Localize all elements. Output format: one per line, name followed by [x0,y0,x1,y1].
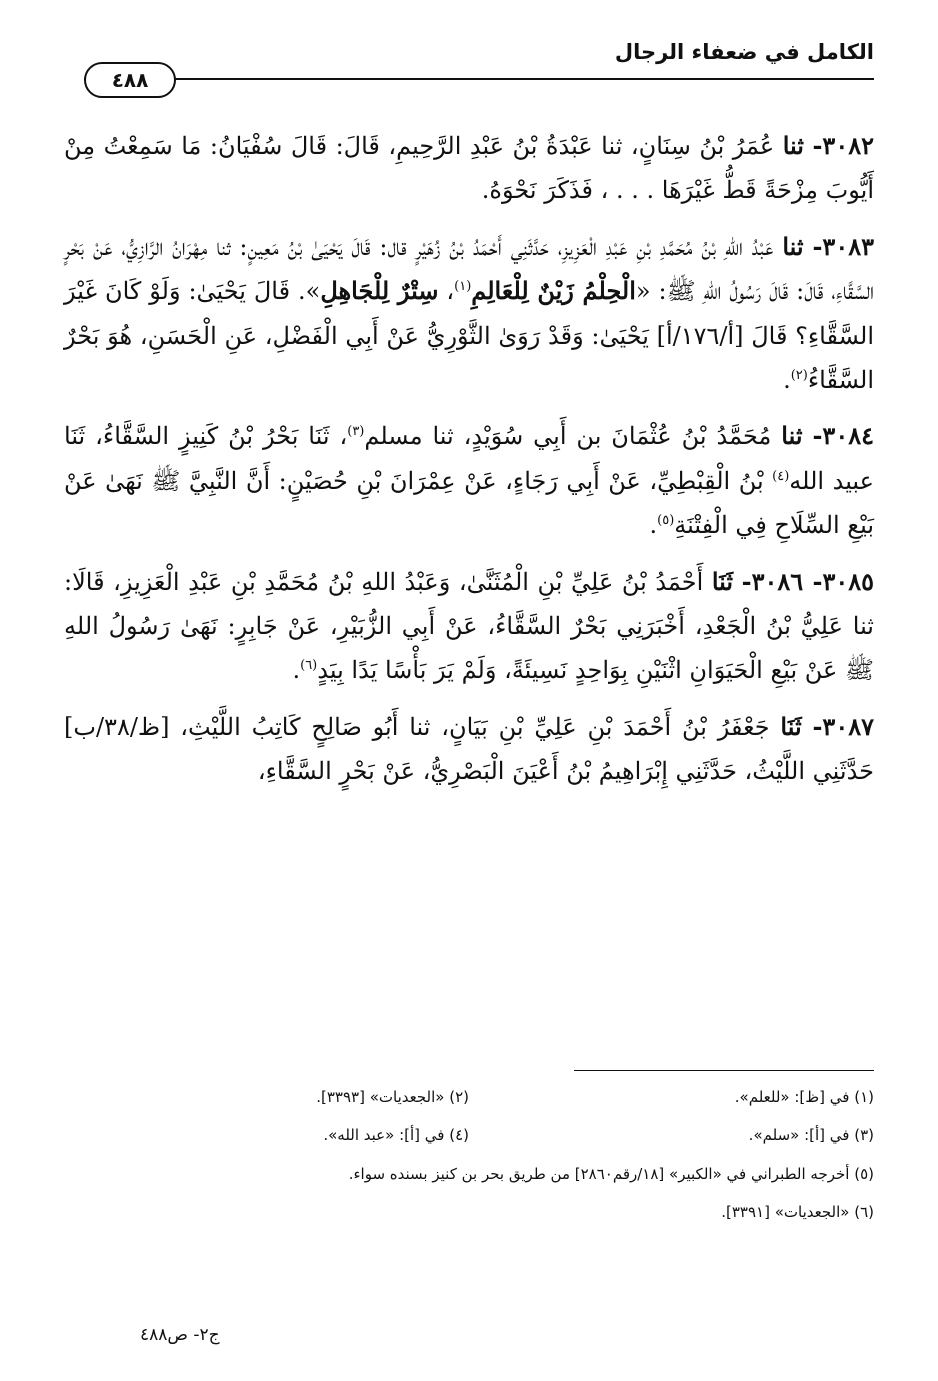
entry-number: ٣٠٨٥- ٣٠٨٦- [741,566,874,596]
entry-text: مُحَمَّدُ بْنُ عُثْمَانَ بن أَبِي سُوَيْدٍ، ثنا مسلم [364,422,772,451]
narration-word: ثَنَا [711,566,734,596]
footnote-3: (٣) في [أ]: «سلم». [748,1126,874,1145]
entry-number: ٣٠٨٣- [812,231,874,261]
entry-number: ٣٠٨٧- [812,711,874,741]
main-text [64,124,874,805]
footnotes [64,1078,874,1231]
footnote-ref[interactable]: (١) [454,279,472,295]
running-header [84,40,874,92]
entry-3083 [64,225,874,403]
footnote-6: (٦) «الجعديات» [٣٣٩١]. [721,1202,874,1221]
entry-text: عُمَرُ بْنُ سِنَانٍ، ثنا عَبْدَةُ بْنُ عَبْدِ الرَّحِيمِ، قَالَ: قَالَ سُفْيَانُ: مَا سَمِعْتُ مِنْ أَيُّوبَ مِزْحَةً قَطُّ غَيْرَهَا . . . ، فَذَكَرَ نَحْوَهُ. [64,132,874,205]
entry-text: عَبْدُ اللهِ بْنُ مُحَمَّدِ بْنِ عَبْدِ الْعَزِيزِ، حَدَّثَنِي أَحْمَدُ بْنُ زُهَيْرٍ قال: قَالَ يَحْيَىٰ بْنُ مَعِينٍ: ثنا مِهْرَانُ الرَّازِيُّ، عَنْ بَحْرٍ السَّقَّاءِ، قَالَ: قَالَ رَسُولُ اللهِ ﷺ: « [64,232,875,306]
footnote-ref[interactable]: (٥) [657,513,675,529]
entry-3082 [64,124,874,213]
footnote-5: (٥) أخرجه الطبراني في «الكبير» [١٨/رقم٢٨٦٠] من طريق بحر بن كنيز بسنده سواء. [348,1164,874,1183]
entry-text: . [783,365,791,394]
header-rule [84,78,874,80]
narration-word: ثَنَا [780,711,802,741]
footnote-4: (٤) في [أ]: «عبد الله». [323,1126,469,1145]
footnote-row [64,1116,874,1154]
entry-text: بْنُ الْقِبْطِيِّ، عَنْ أَبِي رَجَاءٍ، عَنْ عِمْرَانَ بْنِ حُصَيْنٍ: أَنَّ النَّبِيَّ ﷺ نَهَىٰ عَنْ بَيْعِ السِّلَاحِ فِي الْفِتْنَةِ [64,466,874,540]
entry-text: أَحْمَدُ بْنُ عَلِيِّ بْنِ الْمُثَنَّىٰ، وَعَبْدُ اللهِ بْنُ مُحَمَّدِ بْنِ عَبْدِ الْعَزِيزِ، قَالَا: ثنا عَلِيُّ بْنُ الْجَعْدِ، أَخْبَرَنِي بَحْرٌ السَّقَّاءُ، عَنْ أَبِي الزُّبَيْرِ، عَنْ جَابِرٍ: نَهَىٰ رَسُولُ اللهِ ﷺ عَنْ بَيْعِ الْحَيَوَانِ اثْنَيْنِ بِوَاحِدٍ نَسِيئَةً، وَلَمْ يَرَ بَأْسًا يَدًا بِيَدٍ [64,567,874,685]
narration-word: ثنا [782,231,804,261]
hadith-text: سِتْرٌ لِلْجَاهِلِ [320,276,439,306]
entry-number: ٣٠٨٢- [812,131,874,160]
hadith-text: الْحِلْمُ زَيْنٌ لِلْعَالِمِ [471,276,636,306]
footnote-separator [574,1070,874,1071]
footnote-2: (٢) «الجعديات» [٣٣٩٣]. [316,1088,469,1106]
entry-text: . [649,511,658,540]
footnote-ref[interactable]: (٦) [300,658,318,674]
entry-text: ، ثَنَا بَحْرُ بْنُ كَنِيزٍ السَّقَّاءُ، ثَنَا عبيد الله [64,422,874,495]
entry-text: ، [438,277,455,306]
narration-word: ثنا [781,421,803,451]
footnote-1: (١) في [ظ]: «للعلم». [734,1088,874,1106]
entry-3085-3086 [64,560,874,693]
page-number-badge: ٤٨٨ [84,62,176,98]
entry-text: جَعْفَرُ بْنُ أَحْمَدَ بْنِ عَلِيِّ بْنِ بَيَانٍ، ثنا أَبُو صَالِحٍ كَاتِبُ اللَّيْثِ، [ظ/٣٨/ب] حَدَّثَنِي اللَّيْثُ، حَدَّثَنِي إِبْرَاهِيمُ بْنُ أَعْيَنَ الْبَصْرِيُّ، عَنْ بَحْرٍ السَّقَّاءِ، [64,712,874,786]
entry-3087 [64,705,874,794]
volume-page-footer: ج٢- ص٤٨٨ [140,1325,220,1345]
footnote-ref[interactable]: (٢) [790,367,808,383]
entry-3084 [64,414,874,547]
entry-text: . [292,656,301,685]
footnote-ref[interactable]: (٣) [347,424,365,440]
entry-number: ٣٠٨٤- [812,421,874,451]
narration-word: ثنا [782,131,804,160]
footnote-row [64,1078,874,1116]
footnote-ref[interactable]: (٤) [772,468,790,484]
book-title: الكامل في ضعفاء الرجال [614,40,874,64]
entry-text: ». قَالَ يَحْيَىٰ: وَلَوْ كَانَ غَيْرَ السَّقَّاءِ؟ قَالَ [أ/١٧٦/أ] يَحْيَىٰ: وَقَدْ رَوَىٰ الثَّوْرِيُّ عَنْ أَبِي الْفَضْلِ، عَنِ الْحَسَنِ، هُوَ بَحْرٌ السَّقَّاءُ [64,277,874,394]
